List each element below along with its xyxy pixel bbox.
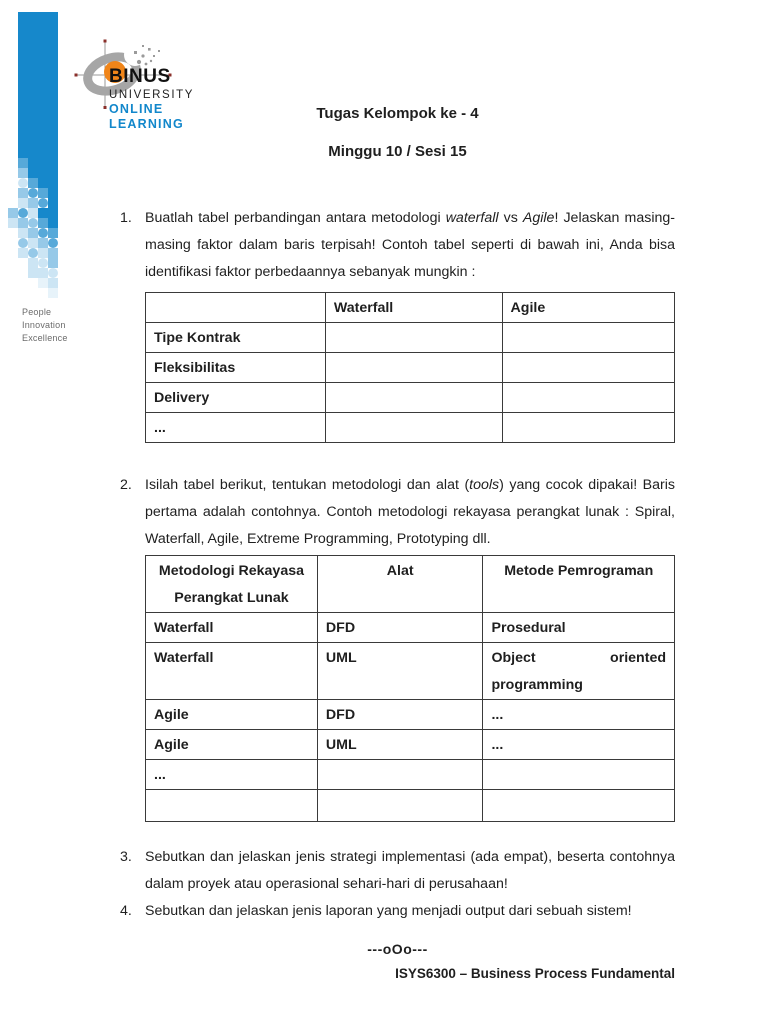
table-row (146, 413, 675, 443)
mosaic-tile (48, 208, 58, 218)
table-header-cell: Metode Pemrograman (483, 556, 675, 613)
table-cell (325, 323, 502, 353)
table-cell: Delivery (146, 383, 326, 413)
table-header-cell: Agile (502, 293, 674, 323)
mosaic-tile (38, 248, 48, 258)
question-text: Buatlah tabel perbandingan antara metodologi waterfall vs Agile! Jelaskan masing-masing faktor dalam baris terpisah! Contoh tabel seperti di bawah ini, Anda bisa identifikasi faktor perbedaannya sebanyak mungkin : (145, 210, 675, 280)
mosaic-tile (8, 218, 18, 228)
table-cell (146, 790, 318, 822)
mosaic-tile (18, 228, 28, 238)
mosaic-tile (18, 188, 28, 198)
mosaic-tile (48, 258, 58, 268)
mosaic-tile (28, 178, 38, 188)
table-row (146, 700, 675, 730)
mosaic-tile (38, 268, 48, 278)
table-cell: DFD (317, 613, 483, 643)
table-header-cell: Alat (317, 556, 483, 613)
table-header-row (146, 293, 675, 323)
table-row (146, 353, 675, 383)
question-item-4 (120, 898, 675, 925)
tagline-line: People (22, 307, 52, 317)
mosaic-tile (28, 158, 38, 168)
mosaic-tile (38, 258, 48, 268)
question-number: 4. (120, 903, 132, 919)
mosaic-tile (38, 238, 48, 248)
document-content (120, 96, 675, 957)
brand-tagline (22, 306, 68, 345)
table-cell: Object oriented programming (483, 643, 675, 700)
mosaic-tile (38, 168, 48, 178)
question-number: 1. (120, 210, 132, 226)
mosaic-tile (18, 148, 28, 158)
table-row (146, 613, 675, 643)
comparison-table (145, 292, 675, 443)
mosaic-tile (48, 178, 58, 188)
tagline-line: Excellence (22, 333, 68, 343)
mosaic-tile (28, 198, 38, 208)
table-row (146, 760, 675, 790)
table-row (146, 323, 675, 353)
mosaic-tile (48, 218, 58, 228)
table-header-cell: Metodologi Rekayasa Perangkat Lunak (146, 556, 318, 613)
question-item-2 (120, 472, 675, 553)
mosaic-tile (28, 208, 38, 218)
footer-course-code: ISYS6300 – Business Process Fundamental (395, 966, 675, 981)
mosaic-tile (38, 158, 48, 168)
table-cell: ... (483, 730, 675, 760)
table-cell: Agile (146, 730, 318, 760)
table-cell (502, 323, 674, 353)
mosaic-tile (28, 228, 38, 238)
mosaic-tile (28, 148, 38, 158)
mosaic-tile (18, 208, 28, 218)
mosaic-tile (38, 278, 48, 288)
mosaic-tile (28, 218, 38, 228)
table-cell: UML (317, 643, 483, 700)
question-list (120, 205, 675, 957)
mosaic-tile (38, 208, 48, 218)
logo-university: UNIVERSITY (109, 89, 195, 101)
mosaic-tile (48, 198, 58, 208)
table-row (146, 790, 675, 822)
mosaic-tile (8, 208, 18, 218)
mosaic-tile (28, 268, 38, 278)
page-title: Tugas Kelompok ke - 4 (316, 105, 479, 122)
mosaic-tile (48, 158, 58, 168)
mosaic-tile (48, 278, 58, 288)
mosaic-tile (38, 148, 48, 158)
table-cell (325, 413, 502, 443)
table-cell (483, 760, 675, 790)
mosaic-tile (48, 148, 58, 158)
mosaic-tile (38, 228, 48, 238)
table-cell (502, 383, 674, 413)
question-text: Sebutkan dan jelaskan jenis strategi implementasi (ada empat), beserta contohnya dalam proyek atau operasional sehari-hari di perusahaan! (145, 849, 675, 892)
table-header-row (146, 556, 675, 613)
mosaic-tile (38, 178, 48, 188)
logo-online: ONLINE (109, 102, 164, 116)
table-cell: Agile (146, 700, 318, 730)
mosaic-tile (18, 198, 28, 208)
table-row (146, 643, 675, 700)
table-cell: Waterfall (146, 613, 318, 643)
table-row (146, 383, 675, 413)
logo-binus: BINUS (109, 66, 171, 87)
mosaic-tile (48, 248, 58, 258)
mosaic-tile (38, 198, 48, 208)
mosaic-tile (28, 188, 38, 198)
mosaic-tile (38, 188, 48, 198)
methodology-table (145, 555, 675, 822)
tagline-line: Innovation (22, 320, 66, 330)
table-cell (317, 760, 483, 790)
table-cell (502, 413, 674, 443)
mosaic-tile (18, 218, 28, 228)
mosaic-tile (18, 178, 28, 188)
mosaic-tile (18, 168, 28, 178)
table-cell: Fleksibilitas (146, 353, 326, 383)
table-cell (502, 353, 674, 383)
mosaic-tile (48, 238, 58, 248)
mosaic-tile (18, 158, 28, 168)
mosaic-tile (48, 228, 58, 238)
separator-ooo: ---oOo--- (367, 941, 428, 957)
table-row (146, 730, 675, 760)
question-number: 3. (120, 849, 132, 865)
question-item-1 (120, 205, 675, 286)
mosaic-tile (28, 238, 38, 248)
page-subtitle: Minggu 10 / Sesi 15 (328, 143, 467, 160)
table-header-cell (146, 293, 326, 323)
mosaic-tile (28, 248, 38, 258)
brand-bar (18, 12, 58, 148)
table-cell (325, 353, 502, 383)
table-cell: Tipe Kontrak (146, 323, 326, 353)
table-header-cell: Waterfall (325, 293, 502, 323)
question-number: 2. (120, 477, 132, 493)
question-item-3 (120, 844, 675, 898)
mosaic-tile (18, 248, 28, 258)
table-cell (317, 790, 483, 822)
table-cell: ... (483, 700, 675, 730)
question-text: Sebutkan dan jelaskan jenis laporan yang menjadi output dari sebuah sistem! (145, 903, 632, 919)
table-cell: ... (146, 760, 318, 790)
table-cell: Prosedural (483, 613, 675, 643)
table-cell: DFD (317, 700, 483, 730)
table-cell: UML (317, 730, 483, 760)
table-cell: Waterfall (146, 643, 318, 700)
table-cell: ... (146, 413, 326, 443)
brand-mosaic (8, 148, 58, 298)
table-cell (483, 790, 675, 822)
mosaic-tile (48, 168, 58, 178)
logo-learning: LEARNING (109, 117, 184, 131)
mosaic-tile (48, 268, 58, 278)
table-cell (325, 383, 502, 413)
mosaic-tile (38, 218, 48, 228)
mosaic-tile (28, 258, 38, 268)
mosaic-tile (18, 238, 28, 248)
mosaic-tile (48, 188, 58, 198)
mosaic-tile (48, 288, 58, 298)
question-text: Isilah tabel berikut, tentukan metodologi dan alat (tools) yang cocok dipakai! Baris pertama adalah contohnya. Contoh metodologi rekayasa perangkat lunak : Spiral, Waterfall, Agile, Extreme Programming, Prototyping dll. (145, 477, 676, 547)
mosaic-tile (28, 168, 38, 178)
